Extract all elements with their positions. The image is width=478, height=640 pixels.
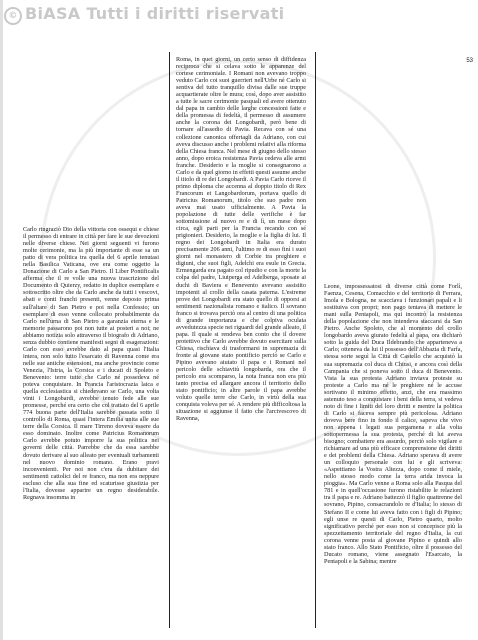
column-rule-left	[169, 52, 170, 628]
page-fold-shadow	[0, 0, 3, 640]
column-rule-right	[315, 52, 316, 628]
watermark	[4, 4, 284, 25]
page-number: 53	[466, 58, 473, 64]
text-column-1: Carlo ringraziò Dio della vittoria con ossequi e chiese il permesso di entrare in città per fare le sue devozioni nelle diverse chiese. Nei giorni seguenti vi furono molte cerimonie, ma la più importante di esse sa un patto di vera politica tra quella del 6 aprile tenutasi nella Basilica Vaticana, ove era come oggetto la Donazione di Carlo a San Pietro. Il Liber Pontificalis afferma che il re volle una nuova trascrizione del Documento di Quierzy, redatto in duplice esemplare e sottoscritto oltre che da Carlo anche da tutti i vescovi, abati e conti franchi presenti, venne deposto prima sull'altare di San Pietro e poi nella Confessio; un esemplare di esso venne collocato probabilmente da Carlo nell'urna di San Pietro a garanzia eterna e le memorie passarono poi non tutte ai posteri a noi; ne abbiamo notizia solo attraverso il biografo di Adriano, senza dubbio contiene manifesti segni di esagerazioni: Carlo con esso avrebbe dato al papa quasi l'Italia intera, non solo tutto l'esarcato di Ravenna come era nelle sue antiche estensioni, ma anche provincie come Venezia, l'Istria, la Corsica e i ducati di Spoleto e Benevento: terre tutte che Carlo né possedeva né poteva conquistare. In Francia l'aristocrazia laica e quella ecclesiastica si chiedevano se Carlo, una volta vinti i Longobardi, avrebbe tenuto fede alle sue promesse, perché era certo che col trattato del 6 aprile 774 buona parte dell'Italia sarebbe passata sotto il controllo di Roma, quasi l'intera Emilia unita alle sue terre della Corsica. Il mare Tirreno doveva essere da esso dominato. Inoltre come Patricius Romanorum Carlo avrebbe potuto imporre la sua politica nei governi delle città. Parrebbe che da essa sarebbe dovuto derivare al suo alleato per eventuali turbamenti nel nuovo dominio romano. Erano pravi inconvenienti. Per noi non c'era da dubitare dei sentimenti cattolici del re franco, ma non era neppure escluso che alla sua fine ed scaturisse giustizia per l'Italia, dovesse apparire un regno desiderabile. Regnava insomma in	[23, 226, 159, 501]
text-column-2: Roma, in quei giorni, un certo senso di diffidenza reciproca che si celava sotto le apparenze del cortese cerimoniale. I Romani non avevano troppo veduto Carlo coi suoi guerrieri nell'Urbe né Carlo si sentiva del tutto tranquillo divisa dalle sue truppe acquartierate oltre le mura; così, dopo aver assistito a tutte le sacre cerimonie pasquali ed avere ottenuto dal papa in cambio delle larghe concessioni fatte e della promessa di fedeltà, il permesso di assumere anche la corona dei Longobardi, però bene di tornare all'assedio di Pavia. Recava con sé una collezione canonica offertagli da Adriano, con cui aveva discusso anche i problemi relativi alla riforma della Chiesa franca. Nel mese di giugno dello stesso anno, dopo eroica resistenza Pavia cedeva alle armi franche. Desiderio e la moglie si consegnarono a Carlo e da quel giorno in effetti questi assume anche il titolo di re dei Longobardi. A Pavia Carlo riceve il primo diploma che accenna al doppio titolo di Rex Francorum et Langobardorum, portava quello di Patricius Romanorum, titolo che suo padre non aveva mai usato ufficialmente. A Pavia la popolazione di tutte delle verifiche è far sottomissione al nuovo re e di lì, un mese dopo circa, egli parti per la Francia recando con sé prigionieri. Desiderio, la moglie e la figlia di lui. Il regno dei Longobardi in Italia era durato precisamente 206 anni, l'ultimo re di esso finì i suoi giorni nel monastero di Corbie tra preghiere e digiuni, che suoi figli, Adelchi era esule in Grecia. Ermengarda era pagato col ripudio e con la morte la colpa del padre, Liutperga ed Adelberga, sposate ai duchi di Baviera e Benevento avevano assistito impotenti al crollo della casata paterna. L'estreme prove dei Longobardi era stato quello di opporsi ai sentimenti nazionalista romano e italico. Il sovrano franco si trovava perciò ora al centro di una politica di grande importanza e che colpiva oculata avvedutezza specie nei riguardi del grande alleato, il papa. Il quale si rendeva ben conto che il dovere protettivo che Carlo avrebbe dovuto esercitare sulla Chiesa, rischiava di trasformarsi in supremazia di fronte al giovane stato pontificio perciò se Carlo e Pipino avevano aiutato il papa e i Romani nel pericolo delle schiavitù longobarda, ora che il pericolo era scomparso, la nota franca non era più tanto precisa ed allargare ancora il territorio dello stato pontificio; in altre parole il papa avrebbe voluto quelle terre che Carlo, in virtù della sua conquista voleva per sé. A rendere più difficoltosa la situazione si aggiunse il fatto che l'arcivescovo di Ravenna,	[176, 56, 306, 423]
copyright-icon: ©	[4, 7, 22, 25]
watermark-text: BiASA Tutti i diritti riservati	[25, 4, 285, 23]
text-column-3: Leone, impossessatosi di diverse città come Forlì, Faenza, Cesena, Comacchio e del territorio di Ferrara, Imola e Bologna, ne scacciava i funzionari papali e li sostituiva con propri; non pago tentava di mettere le mani sulla Pentapoli, ma qui incontrò la resistenza della popolazione che non intendeva staccarsi da San Pietro. Anche Spoleto, che al momento del crollo longobardo aveva giurato fedeltà al papa, ora dichiarò sotto la guida del Duca Ildebrando che apparteneva a Carlo; otteneva da lui il possesso dell'Abbazia di Farfa, stessa sorte seguì la Città di Castello che acquistò la sua supremazia col duca di Chiusi, e ancora così della Campania che si poneva sotto il duca di Benevento. Vista la sua protesta Adriano inviava proteste su proteste a Carlo ma né le preghiere né le accuse sortivano il minimo effetto, anzi, che era massimo astenuto teso a conquistare i beni della terra, si vedeva noto di fine i limiti del loro diritti e mentre la politica di Carlo si faceva sempre più pericolosa. Adriano doveva bere fino in fondo il calice, sapeva che vivo non appena i legati sua pergamena e alla volta sottopermessa la sua protesta, perché di lui aveva bisogno; combattere era assurdo, perciò solo vigilare e richiamare ad una più efficace comprensione dei diritti e dei problemi della Chiesa. Adriano sperava di avere un colloquio personale con lui e gli scriveva: «Aspettiamo la Vostra Altezza, dopo come il miele, nello stesso modo come la terra arida invoca la pioggia». Ma Carlo venne a Roma solo alla Pasqua del 781 e in quell'occasione furono ristabilite le relazioni tra il papa e re. Adriano battezzò il figlio quattrenne del sovrano, Pipino, consacrandolo re d'Italia; lo stesso di Stefano II e come lui aveva fatto con i figli di Pipino; egli unse re questi di Carlo, Pietro quarto, molto significativo perché per esso non si concepisce più la spezzettamento territoriale del regno d'Italia, la cui corona venne posta al giovane Pipino e quindi allo stato franco. Allo Stato Pontificio, oltre il possesso del Ducato romano, viene assegnato l'Esarcato, la Pentapoli e la Sabina; mentre	[324, 283, 462, 565]
